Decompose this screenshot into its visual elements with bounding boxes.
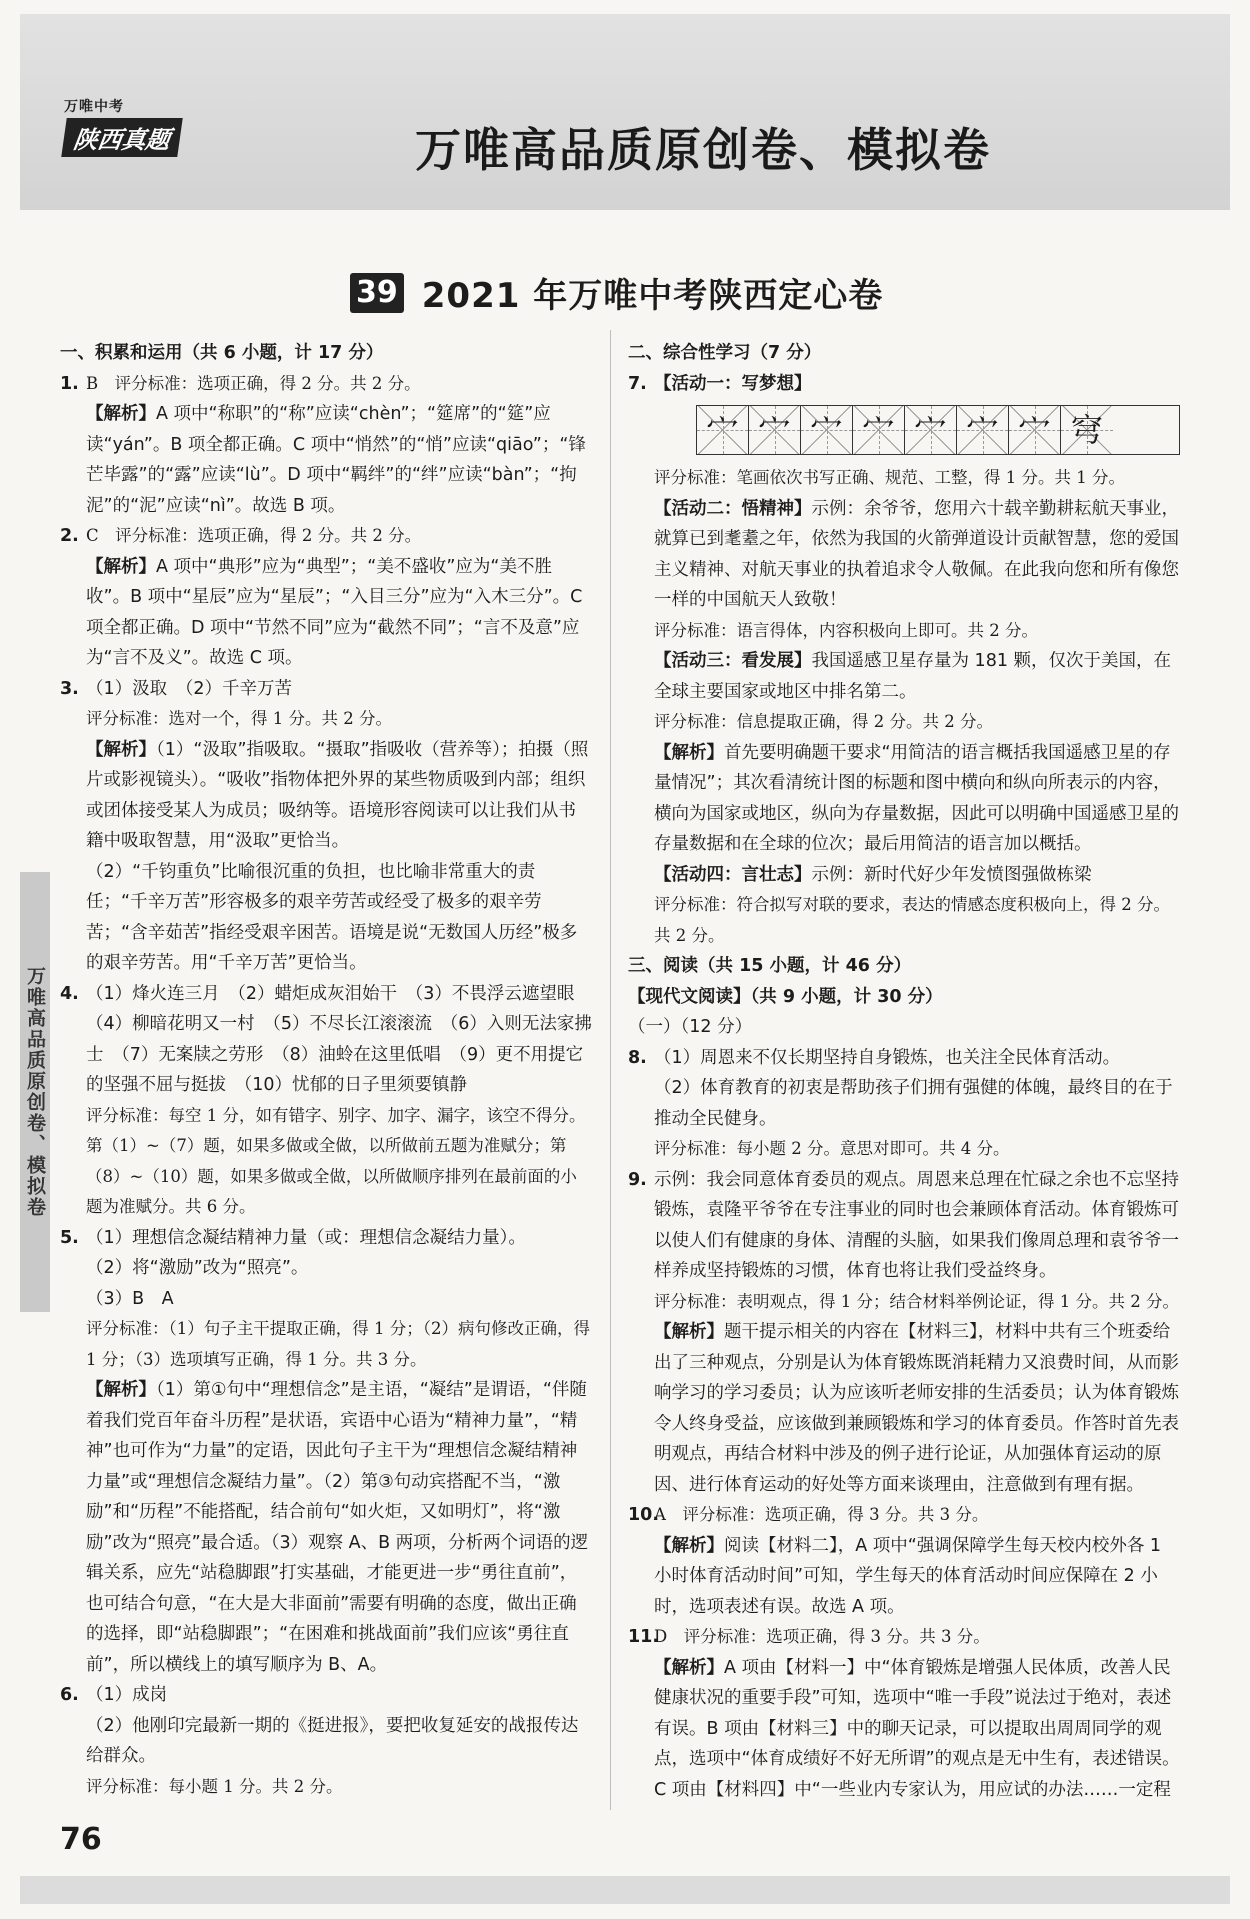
section-heading: 二、综合性学习（7 分） <box>628 343 822 363</box>
exam-title-text: 2021 年万唯中考陕西定心卷 <box>421 276 884 316</box>
question-2 <box>60 521 592 674</box>
side-tab: 万唯高品质原创卷、模拟卷 <box>20 872 50 1312</box>
activity-label: 【活动四：言壮志】 <box>654 864 812 885</box>
analysis-label: 【解析】 <box>654 1657 724 1678</box>
answer-head: （1）汲取 （2）千辛万苦 <box>86 678 293 699</box>
question-number: 6. <box>60 1685 79 1705</box>
page-number: 76 <box>60 1822 102 1857</box>
analysis-label: 【解析】 <box>654 1535 724 1556</box>
scoring-standard: 评分标准：每小题 1 分。共 2 分。 <box>86 1776 343 1796</box>
answer-text: 示例：我会同意体育委员的观点。周恩来总理在忙碌之余也不忘坚持锻炼，袁隆平爷爷在专注事业的同时也会兼顾体育活动。体育锻炼可以使人们有健康的身体、清醒的头脑，如果我们像周总理和袁爷爷一样养成坚持锻炼的习惯，体育也将让我们受益终身。 <box>654 1169 1179 1281</box>
question-4 <box>60 979 592 1223</box>
grid-cell: 宀 <box>1009 406 1061 454</box>
answer-text: （1）成岗 <box>86 1685 168 1705</box>
grid-cell: 宀 <box>853 406 905 454</box>
answer-head: C 评分标准：选项正确，得 2 分。共 2 分。 <box>86 526 422 545</box>
calligraphy-grid <box>696 405 1180 455</box>
grid-cell: 宀 <box>749 406 801 454</box>
footer-bar <box>20 1876 1230 1904</box>
scoring-standard: 评分标准：（1）句子主干提取正确，得 1 分；（2）病句修改正确，得 1 分；（3）选项填写正确，得 1 分。共 3 分。 <box>86 1319 590 1369</box>
analysis-label: 【解析】 <box>654 1322 724 1342</box>
analysis-text: （2）“千钧重负”比喻很沉重的负担，也比喻非常重大的责任；“千辛万苦”形容极多的艰辛劳苦或经受了极多的艰辛劳苦；“含辛茹苦”指经受艰辛困苦。语境是说“无数国人历经”极多的艰辛劳苦。用“千辛万苦”更恰当。 <box>86 861 578 973</box>
grid-cell: 宀 <box>957 406 1009 454</box>
answer-head: D 评分标准：选项正确，得 3 分。共 3 分。 <box>654 1627 990 1646</box>
grid-cell: 宀 <box>905 406 957 454</box>
scoring-standard: 评分标准：符合拟写对联的要求，表达的情感态度积极向上，得 2 分。共 2 分。 <box>654 895 1170 945</box>
answer-head: B 评分标准：选项正确，得 2 分。共 2 分。 <box>86 373 421 393</box>
exam-number-badge: 39 <box>350 273 404 313</box>
scoring-standard: 评分标准：笔画依次书写正确、规范、工整，得 1 分。共 1 分。 <box>654 468 1125 487</box>
question-3 <box>60 674 592 979</box>
answer-text: （2）体育教育的初衷是帮助孩子们拥有强健的体魄，最终目的在于推动全民健身。 <box>654 1078 1173 1129</box>
question-1 <box>60 369 592 522</box>
question-number: 11. <box>628 1627 660 1647</box>
scoring-standard: 评分标准：信息提取正确，得 2 分。共 2 分。 <box>654 712 993 731</box>
left-column <box>60 338 592 1802</box>
logo-big-text: 陕西真题 <box>61 118 182 157</box>
scoring-standard: 评分标准：选对一个，得 1 分。共 2 分。 <box>86 709 392 728</box>
analysis-text: 阅读【材料二】，A 项中“强调保障学生每天校内校外各 1 小时体育活动时间”可知，学生每天的体育活动时间应保障在 2 小时，选项表述有误。故选 A 项。 <box>654 1535 1162 1617</box>
grid-cell: 宀 <box>697 406 749 454</box>
question-6 <box>60 1680 592 1802</box>
question-number: 3. <box>60 678 79 699</box>
analysis-text: （1）“汲取”指吸取。“摄取”指吸收（营养等）；拍摄（照片或影视镜头）。“吸收”指物体把外界的某些物质吸到内部；组织或团体接受某人为成员；吸纳等。语境形容阅读可以让我们从书籍中吸取智慧，用“汲取”更恰当。 <box>86 739 589 851</box>
column-divider <box>610 330 611 1810</box>
answer-text: （1）烽火连三月 （2）蜡炬成灰泪始干 （3）不畏浮云遮望眼 （4）柳暗花明又一村 （5）不尽长江滚滚流 （6）入则无法家拂士 （7）无案牍之劳形 （8）油蛉在这里低唱 （9）更不用提它的坚强不屈与挺拔 （10）忧郁的日子里须要镇静 <box>86 983 592 1095</box>
exam-title <box>350 268 883 317</box>
right-column <box>628 338 1180 1805</box>
scoring-standard: 评分标准：每空 1 分，如有错字、别字、加字、漏字，该空不得分。第（1）~（7）题，如果多做或全做，以所做前五题为准赋分；第（8）~（10）题，如果多做或全做，以所做顺序排列在最前面的小题为准赋分。共 6 分。 <box>86 1105 586 1216</box>
answer-head: A 评分标准：选项正确，得 3 分。共 3 分。 <box>654 1505 989 1524</box>
answer-text: （3）B A <box>86 1288 174 1309</box>
question-number: 9. <box>628 1169 647 1190</box>
answer-text: （1）周恩来不仅长期坚持自身锻炼，也关注全民体育活动。 <box>654 1047 1121 1068</box>
analysis-label: 【解析】 <box>86 556 156 577</box>
question-8 <box>628 1043 1180 1165</box>
analysis-text: （1）第①句中“理想信念”是主语，“凝结”是谓语，“伴随着我们党百年奋斗历程”是状语，宾语中心语为“精神力量”，“精神”也可作为“力量”的定语，因此句子主干为“理想信念凝结精神力量”或“理想信念凝结力量”。（2）第③句动宾搭配不当，“激励”和“历程”不能搭配，结合前句“如火炬，又如明灯”，将“激励”改为“照亮”最合适。（3）观察 A、B 两项，分析两个词语的逻辑关系，应先“站稳脚跟”打实基础，才能更进一步“勇往直前”，也可结合句意，“在大是大非面前”需要有明确的态度，做出正确的选择，即“站稳脚跟”；“在困难和挑战面前”我们应该“勇往直前”，所以横线上的填写顺序为 B、A。 <box>86 1380 589 1675</box>
question-number: 10. <box>628 1505 660 1525</box>
analysis-text: A 项中“称职”的“称”应读“chèn”；“筵席”的“筵”应读“yán”。B 项全都正确。C 项中“悄然”的“悄”应读“qiāo”；“锋芒毕露”的“露”应读“lù”。D 项中“羁绊”的“绊”应读“bàn”；“拘泥”的“泥”应读“nì”。故选 B 项。 <box>86 404 586 516</box>
logo-small-text: 万唯中考 <box>64 99 124 115</box>
answer-text: （2）他刚印完最新一期的《挺进报》，要把收复延安的战报传达给群众。 <box>86 1715 579 1766</box>
question-number: 1. <box>60 373 79 394</box>
analysis-label: 【解析】 <box>86 1380 156 1400</box>
activity-label: 【活动三：看发展】 <box>654 651 812 671</box>
part-heading: （一）（12 分） <box>628 1017 753 1037</box>
scoring-standard: 评分标准：每小题 2 分。意思对即可。共 4 分。 <box>654 1139 1010 1158</box>
header-banner <box>20 14 1230 210</box>
question-5 <box>60 1223 592 1681</box>
scoring-standard: 评分标准：表明观点，得 1 分；结合材料举例论证，得 1 分。共 2 分。 <box>654 1291 1179 1311</box>
question-number: 4. <box>60 983 79 1004</box>
question-number: 8. <box>628 1047 647 1068</box>
analysis-text: 首先要明确题干要求“用简洁的语言概括我国遥感卫星的存量情况”；其次看清统计图的标题和图中横向和纵向所表示的内容，横向为国家或地区，纵向为存量数据，因此可以明确中国遥感卫星的存量数据和在全球的位次；最后用简洁的语言加以概括。 <box>654 742 1179 854</box>
analysis-label: 【解析】 <box>86 739 156 760</box>
section-heading: 三、阅读（共 15 小题，计 46 分） <box>628 956 912 976</box>
activity-label: 【活动二：悟精神】 <box>654 498 812 519</box>
answer-text: （1）理想信念凝结精神力量（或：理想信念凝结力量）。 <box>86 1227 526 1248</box>
analysis-label: 【解析】 <box>86 404 156 424</box>
series-logo <box>64 96 214 157</box>
analysis-label: 【解析】 <box>654 742 724 763</box>
answer-text: 示例：新时代好少年发愤图强做栋梁 <box>811 864 1092 885</box>
question-10 <box>628 1500 1180 1622</box>
question-number: 2. <box>60 526 79 546</box>
activity-label: 【活动一：写梦想】 <box>654 373 812 394</box>
question-number: 5. <box>60 1227 79 1248</box>
section-heading: 一、积累和运用（共 6 小题，计 17 分） <box>60 343 384 363</box>
grid-cell: 宀 <box>801 406 853 454</box>
analysis-text: A 项中“典形”应为“典型”；“美不盛收”应为“美不胜收”。B 项中“星辰”应为“星辰”；“入目三分”应为“入木三分”。C 项全都正确。D 项中“节然不同”应为“截然不同”；“言不及意”应为“言不及义”。故选 C 项。 <box>86 556 583 668</box>
analysis-text: A 项由【材料一】中“体育锻炼是增强人民体质，改善人民健康状况的重要手段”可知，选项中“唯一手段”说法过于绝对，表述有误。B 项由【材料三】中的聊天记录，可以提取出周周同学的观点，选项中“体育成绩好不好无所谓”的观点是无中生有，表述错误。C 项由【材料四】中“一些业内专家认为，用应试的办法……一定程 <box>654 1657 1180 1800</box>
subsection-heading: 【现代文阅读】（共 9 小题，计 30 分） <box>628 986 943 1007</box>
scoring-standard: 评分标准：语言得体，内容积极向上即可。共 2 分。 <box>654 620 1038 640</box>
answer-text: 示例：余爷爷，您用六十载辛勤耕耘航天事业，就算已到耄耋之年，依然为我国的火箭弹道设计贡献智慧，您的爱国主义精神、对航天事业的执着追求令人敬佩。在此我向您和所有像您一样的中国航天人致敬！ <box>654 498 1179 610</box>
analysis-text: 题干提示相关的内容在【材料三】，材料中共有三个班委给出了三种观点，分别是认为体育锻炼既消耗精力又浪费时间，从而影响学习的学习委员；认为应该听老师安排的生活委员；认为体育锻炼令人终身受益，应该做到兼顾锻炼和学习的体育委员。作答时首先表明观点，再结合材料中涉及的例子进行论证，从加强体育运动的原因、进行体育运动的好处等方面来谈理由，注意做到有理有据。 <box>654 1322 1179 1495</box>
grid-cell: 穹 <box>1061 406 1113 454</box>
question-11 <box>628 1622 1180 1805</box>
question-7 <box>628 369 1180 952</box>
answer-text: 我国遥感卫星存量为 181 颗，仅次于美国，在全球主要国家或地区中排名第二。 <box>654 651 1172 702</box>
banner-title: 万唯高品质原创卷、模拟卷 <box>415 123 991 177</box>
question-number: 7. <box>628 373 647 394</box>
answer-text: （2）将“激励”改为“照亮”。 <box>86 1258 309 1278</box>
question-9 <box>628 1165 1180 1501</box>
